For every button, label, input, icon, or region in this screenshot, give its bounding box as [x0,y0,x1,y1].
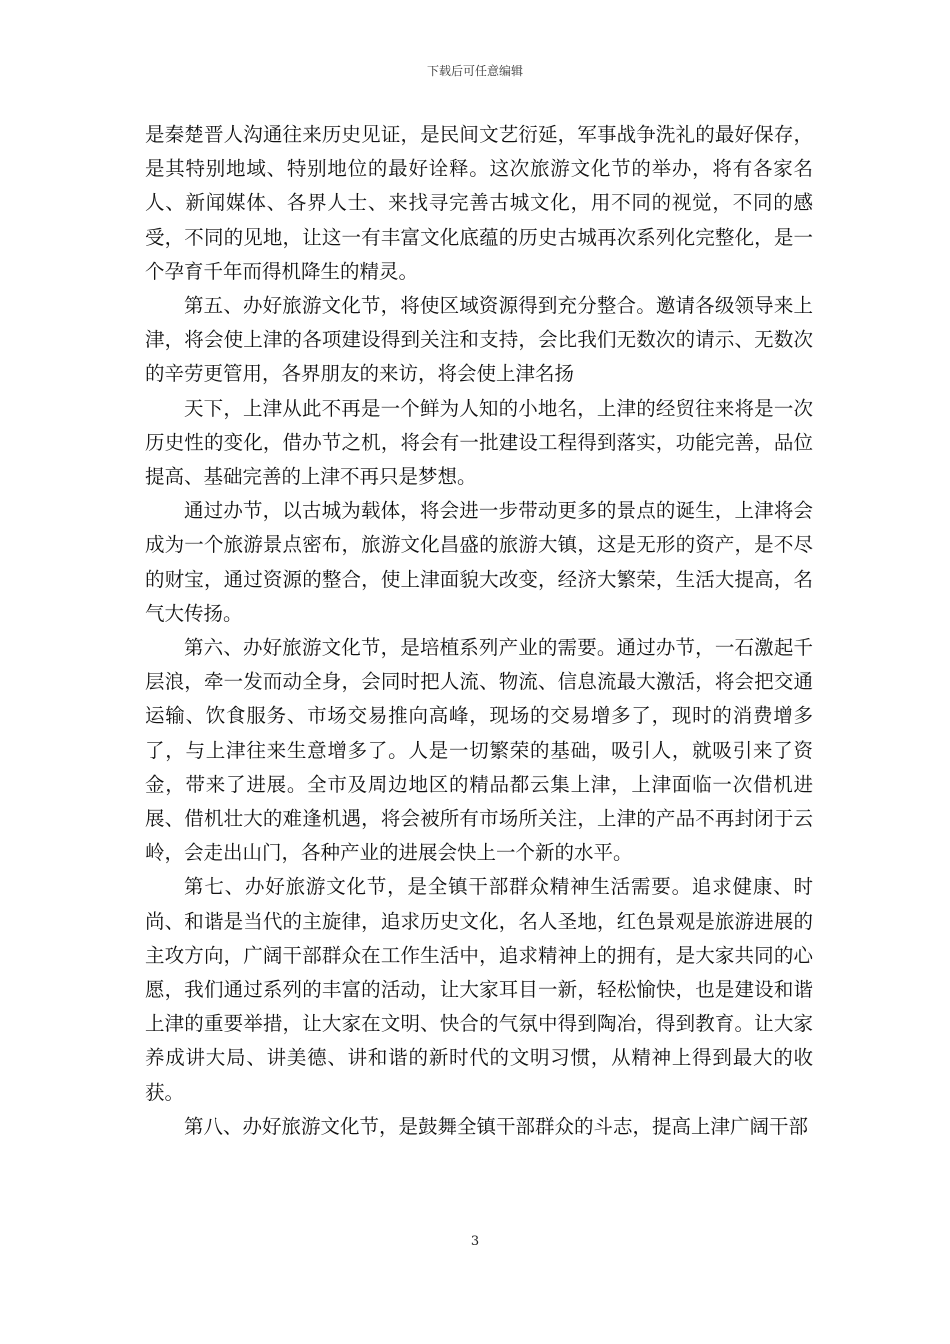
page-header: 下载后可任意编辑 [426,64,523,78]
document-body [145,118,813,1144]
paragraph: 第五、办好旅游文化节，将使区域资源得到充分整合。邀请各级领导来上津，将会使上津的各项建设得到关注和支持，会比我们无数次的请示、无数次的辛劳更管用，各界朋友的来访，将会使上津名扬 [145,294,813,386]
paragraph: 天下，上津从此不再是一个鲜为人知的小地名，上津的经贸往来将是一次历史性的变化，借办节之机，将会有一批建设工程得到落实，功能完善，品位提高、基础完善的上津不再只是梦想。 [145,396,813,489]
paragraph: 第八、办好旅游文化节，是鼓舞全镇干部群众的斗志，提高上津广阔干部 [184,1114,809,1138]
page-number: 3 [470,1234,480,1249]
paragraph: 第七、办好旅游文化节，是全镇干部群众精神生活需要。追求健康、时尚、和谐是当代的主旋律，追求历史文化，名人圣地，红色景观是旅游进展的主攻方向，广阔干部群众在工作生活中，追求精神上的拥有，是大家共同的心愿，我们通过系列的丰富的活动，让大家耳目一新，轻松愉快，也是建设和谐上津的重要举措，让大家在文明、快合的气氛中得到陶冶，得到教育。让大家养成讲大局、讲美德、讲和谐的新时代的文明习惯，从精神上得到最大的收获。 [145,875,813,1104]
paragraph: 通过办节，以古城为载体，将会进一步带动更多的景点的诞生，上津将会成为一个旅游景点密布，旅游文化昌盛的旅游大镇，这是无形的资产，是不尽的财宝，通过资源的整合，使上津面貌大改变，经济大繁荣，生活大提高，名气大传扬。 [145,499,813,625]
paragraph: 是秦楚晋人沟通往来历史见证，是民间文艺衍延，军事战争洗礼的最好保存，是其特别地域、特别地位的最好诠释。这次旅游文化节的举办，将有各家名人、新闻媒体、各界人士、来找寻完善古城文化，用不同的视觉，不同的感受，不同的见地，让这一有丰富文化底蕴的历史古城再次系列化完整化，是一个孕育千年而得机降生的精灵。 [145,123,813,283]
paragraph: 第六、办好旅游文化节，是培植系列产业的需要。通过办节，一石激起千层浪，牵一发而动全身，会同时把人流、物流、信息流最大激活，将会把交通运输、饮食服务、市场交易推向高峰，现场的交易增多了，现时的消费增多了，与上津往来生意增多了。人是一切繁荣的基础，吸引人，就吸引来了资金，带来了进展。全市及周边地区的精品都云集上津，上津面临一次借机进展、借机壮大的难逢机遇，将会被所有市场所关注，上津的产品不再封闭于云岭，会走出山门，各种产业的进展会快上一个新的水平。 [145,636,813,865]
